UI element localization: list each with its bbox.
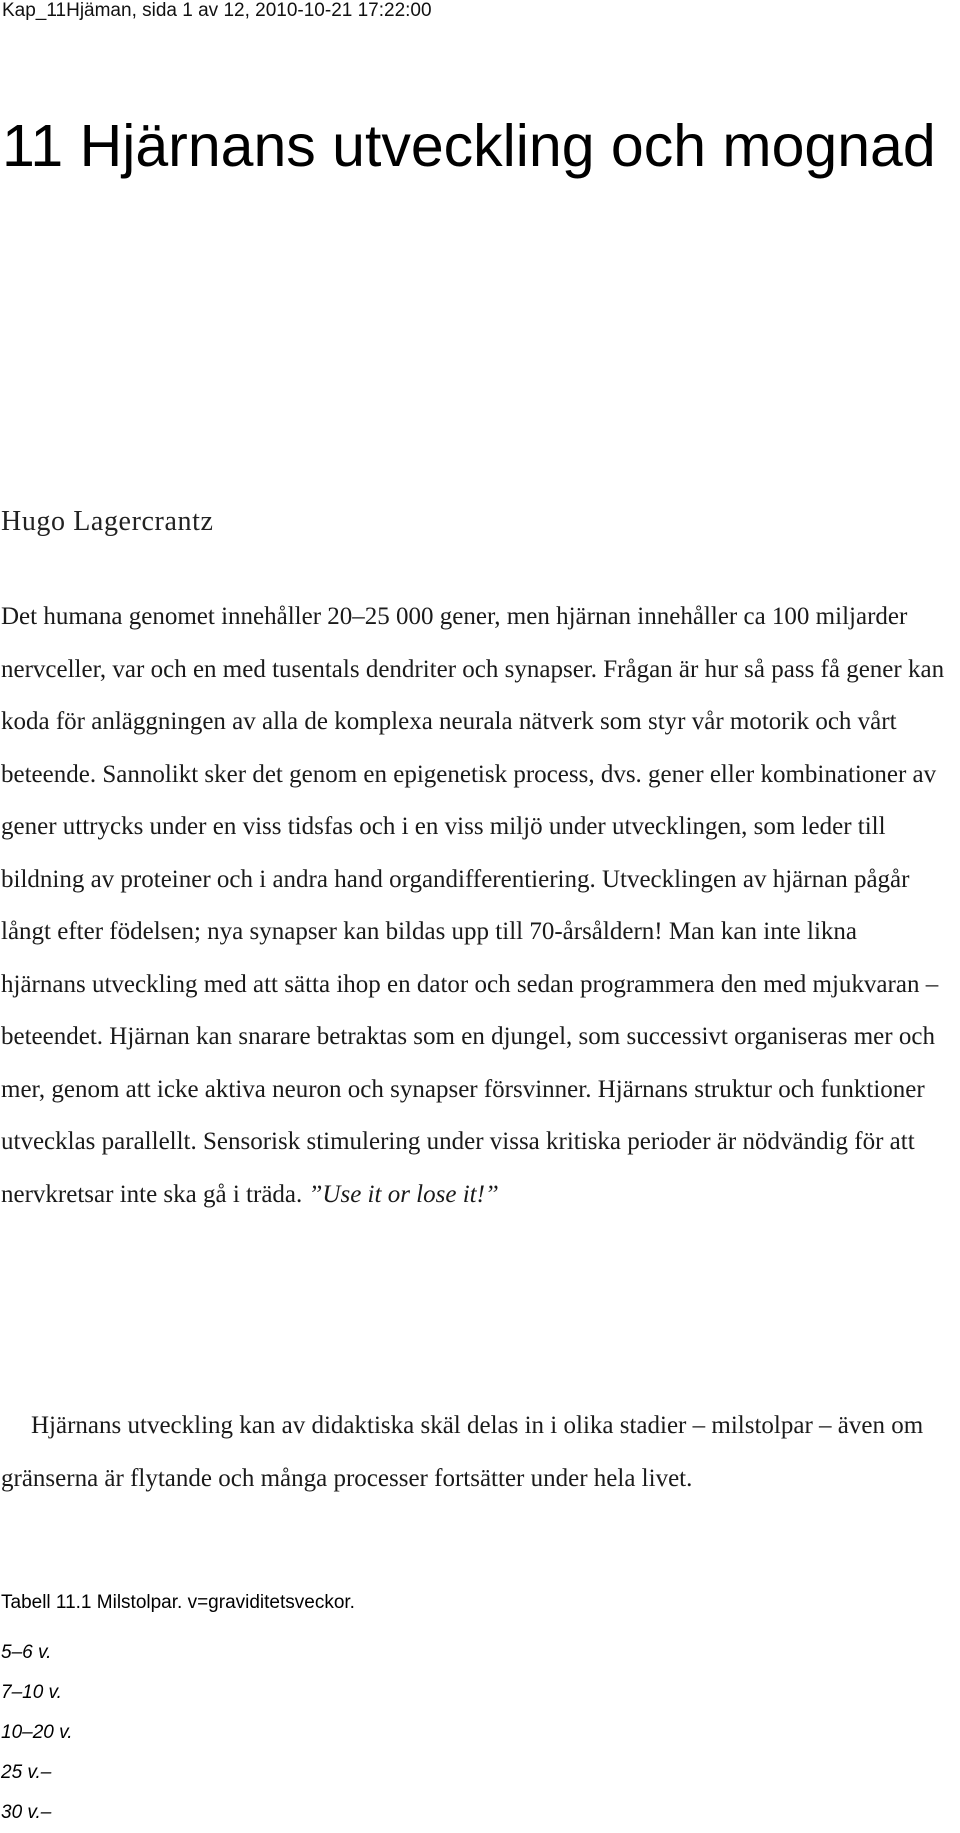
milestone-item: 5–6 v. — [1, 1642, 52, 1663]
body-paragraph-2 — [1, 1400, 946, 1505]
chapter-author: Hugo Lagercrantz — [1, 506, 214, 537]
milestone-item: 10–20 v. — [1, 1722, 73, 1743]
running-header: Kap_11Hjäman, sida 1 av 12, 2010-10-21 17:22:00 — [2, 0, 432, 21]
paragraph-2-text: Hjärnans utveckling kan av didaktiska skäl delas in i olika stadier – milstolpar – även om gränserna är flytande och många processer fortsätter under hela livet. — [1, 1412, 924, 1492]
paragraph-1-text: Det humana genomet innehåller 20–25 000 gener, men hjärnan innehåller ca 100 miljarder nervceller, var och en med tusentals dendriter och synapser. Frågan är hur så pass få gener kan koda för anläggningen av alla de komplexa neurala nätverk som styr vår motorik och vårt beteende. Sannolikt sker det genom en epigenetisk process, dvs. gener eller kombinationer av gener uttrycks under en viss tidsfas och i en viss miljö under utvecklingen, som leder till bildning av proteiner och i andra hand organdifferentiering. Utvecklingen av hjärnan pågår långt efter födelsen; nya synapser kan bildas upp till 70-årsåldern! Man kan inte likna hjärnans utveckling med att sätta ihop en dator och sedan programmera den med mjukvaran – beteendet. Hjärnan kan snarare betraktas som en djungel, som successivt organiseras mer och mer, genom att icke aktiva neuron och synapser försvinner. Hjärnans struktur och funktioner utvecklas parallellt. Sensorisk stimulering under vissa kritiska perioder är nödvändig för att nervkretsar inte ska gå i träda. — [1, 603, 945, 1208]
milestone-item: 30 v.– — [1, 1802, 52, 1823]
milestone-item: 25 v.– — [1, 1762, 52, 1783]
milestone-item: 7–10 v. — [1, 1682, 62, 1703]
paragraph-1-quote: ”Use it or lose it!” — [308, 1180, 499, 1208]
table-caption: Tabell 11.1 Milstolpar. v=graviditetsveckor. — [1, 1592, 355, 1613]
milestone-list — [1, 1633, 72, 1833]
chapter-title: 11 Hjärnans utveckling och mognad — [2, 113, 936, 179]
body-paragraph-1 — [1, 591, 946, 1221]
